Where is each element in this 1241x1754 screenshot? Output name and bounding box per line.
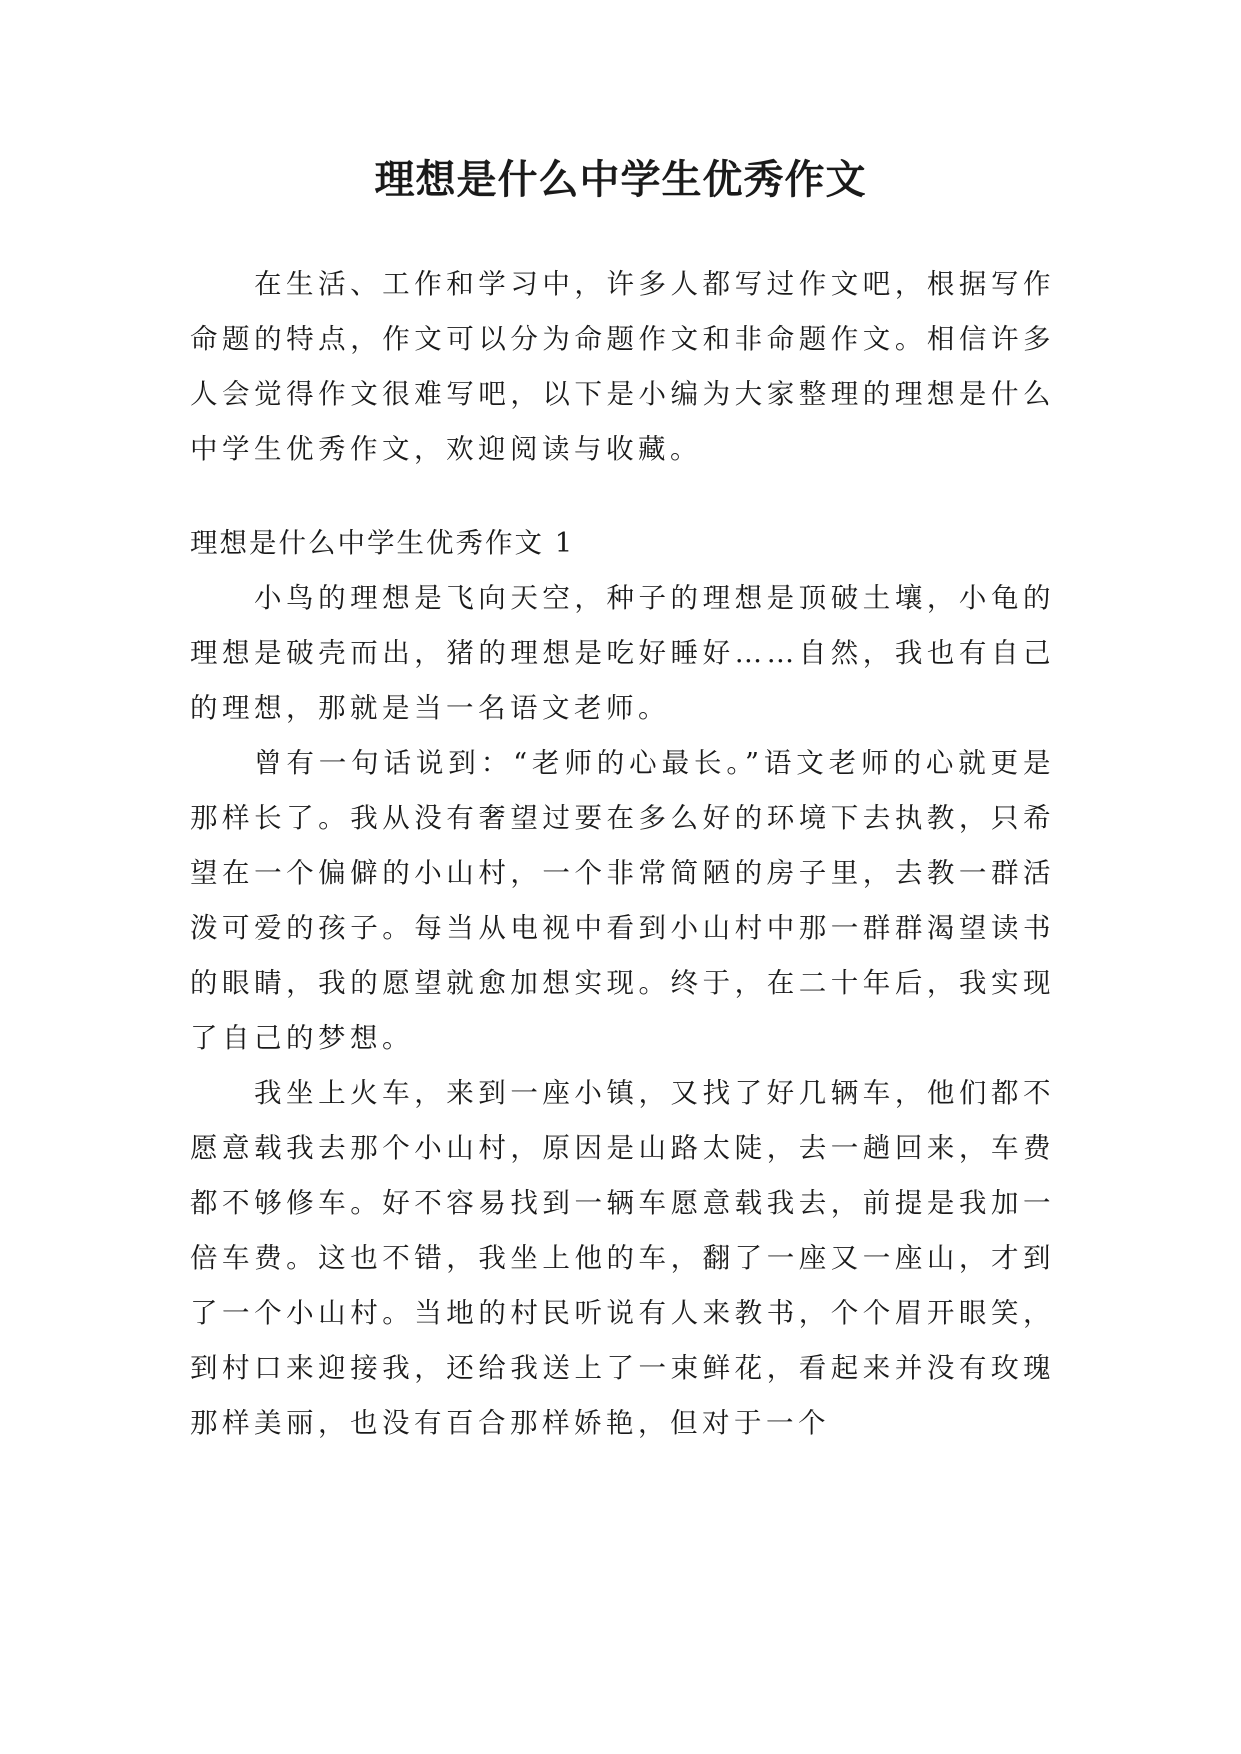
intro-paragraph: 在生活、工作和学习中，许多人都写过作文吧，根据写作命题的特点，作文可以分为命题作文和非命题作文。相信许多人会觉得作文很难写吧，以下是小编为大家整理的理想是什么中学生优秀作文，欢迎阅读与收藏。 (190, 268, 1055, 465)
body-paragraph: 曾有一句话说到：“老师的心最长。”语文老师的心就更是那样长了。我从没有奢望过要在多么好的环境下去执教，只希望在一个偏僻的小山村，一个非常简陋的房子里，去教一群活泼可爱的孩子。每当从电视中看到小山村中那一群群渴望读书的眼睛，我的愿望就愈加想实现。终于，在二十年后，我实现了自己的梦想。 (190, 747, 1055, 1054)
document-title: 理想是什么中学生优秀作文 (374, 157, 867, 203)
body-paragraph: 我坐上火车，来到一座小镇，又找了好几辆车，他们都不愿意载我去那个小山村，原因是山路太陡，去一趟回来，车费都不够修车。好不容易找到一辆车愿意载我去，前提是我加一倍车费。这也不错，我坐上他的车，翻了一座又一座山，才到了一个小山村。当地的村民听说有人来教书，个个眉开眼笑，到村口来迎接我，还给我送上了一束鲜花，看起来并没有玫瑰那样美丽，也没有百合那样娇艳，但对于一个 (190, 1077, 1055, 1439)
section-heading: 理想是什么中学生优秀作文 1 (190, 527, 575, 559)
body-paragraph: 小鸟的理想是飞向天空，种子的理想是顶破土壤，小龟的理想是破壳而出，猪的理想是吃好睡好……自然，我也有自己的理想，那就是当一名语文老师。 (190, 582, 1055, 724)
